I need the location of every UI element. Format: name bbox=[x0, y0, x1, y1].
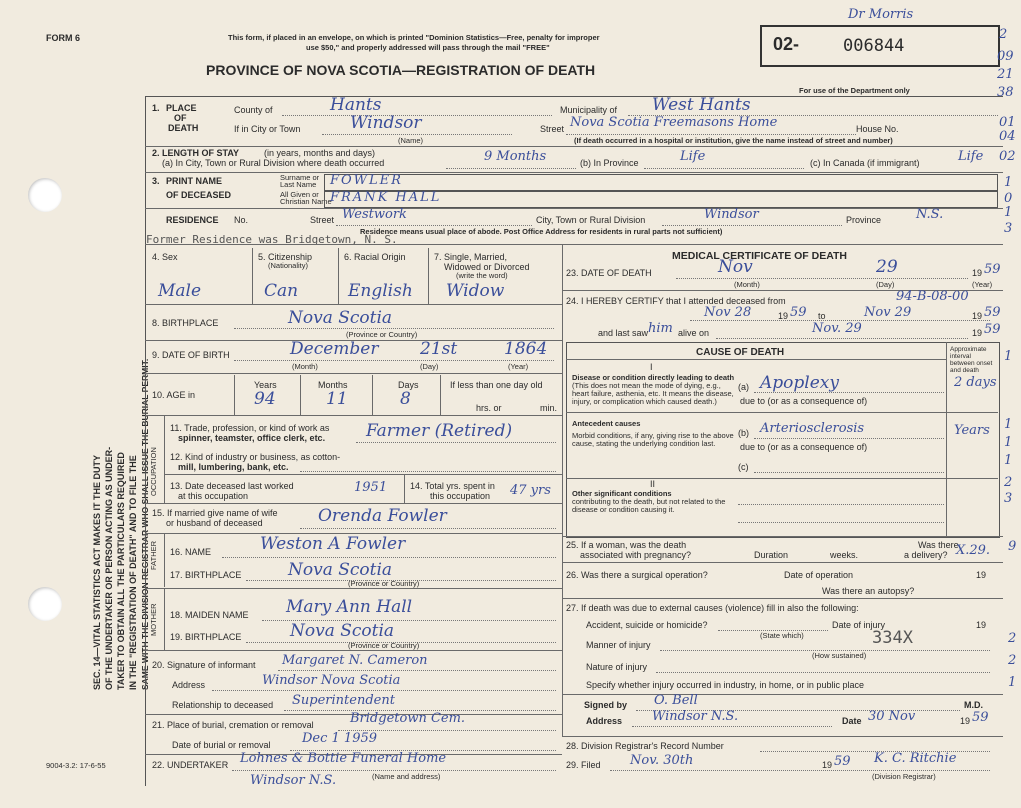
stay-a-line bbox=[446, 168, 576, 169]
delivery-label-2: a delivery? bbox=[904, 550, 948, 560]
age-days: 8 bbox=[400, 389, 411, 409]
department-use-label: For use of the Department only bbox=[799, 86, 910, 95]
specify-label: Specify whether injury occurred in industry, in home, or in public place bbox=[586, 680, 864, 690]
last-saw-year-prefix: 19 bbox=[972, 328, 983, 338]
rule bbox=[562, 562, 1003, 563]
birthplace-hint: (Province or Country) bbox=[346, 330, 418, 339]
min-label: min. bbox=[540, 403, 558, 413]
signer-address-line bbox=[632, 726, 832, 727]
rule bbox=[440, 375, 441, 415]
pregnancy-label: 25. If a woman, was the death bbox=[566, 540, 687, 550]
industry-label: 12. Kind of industry or business, as cotton- bbox=[170, 452, 341, 462]
registrar-signature: K. C. Ritchie bbox=[874, 751, 957, 766]
marital-label-3: (write the word) bbox=[456, 271, 508, 280]
stay-c-label: (c) In Canada (if immigrant) bbox=[810, 158, 920, 168]
binder-hole-top bbox=[28, 178, 62, 212]
duration-label: Duration bbox=[754, 550, 789, 560]
death-year-hint: (Year) bbox=[972, 280, 993, 289]
attended-from: Nov 28 bbox=[704, 305, 752, 320]
length-hint: (in years, months and days) bbox=[264, 148, 376, 158]
autopsy-label: Was there an autopsy? bbox=[822, 586, 915, 596]
certify-label: 24. I HEREBY CERTIFY that I attended deceased from bbox=[566, 296, 786, 306]
rule bbox=[164, 533, 165, 587]
age-months: 11 bbox=[326, 389, 348, 409]
duty-notice-1: SEC. 14—VITAL STATISTICS ACT MAKES IT THE DUTY bbox=[92, 454, 102, 690]
street-line bbox=[566, 134, 856, 135]
given-label-2: Christian Name bbox=[280, 197, 332, 206]
rule bbox=[562, 536, 1003, 537]
signed-date-value: 30 Nov bbox=[868, 709, 916, 724]
margin-code: 2 bbox=[999, 27, 1008, 42]
print-name-label: PRINT NAME bbox=[166, 176, 222, 186]
mother-birthplace-hint: (Province or Country) bbox=[348, 641, 420, 650]
due-to-label-2: due to (or as a consequence of) bbox=[740, 442, 868, 452]
accident-label: Accident, suicide or homicide? bbox=[586, 620, 708, 630]
signed-value: O. Bell bbox=[654, 693, 698, 708]
last-saw-year: 59 bbox=[984, 322, 1001, 337]
other-conditions-hint: contributing to the death, but not related to the disease or condition causing it. bbox=[572, 497, 726, 514]
death-day-hint: (Day) bbox=[876, 280, 895, 289]
industry-line bbox=[300, 471, 556, 472]
marital-value: Widow bbox=[446, 281, 505, 301]
age-label: 10. AGE in bbox=[152, 390, 196, 400]
rule bbox=[145, 172, 1003, 173]
rule bbox=[145, 650, 562, 651]
trade-line bbox=[356, 442, 556, 443]
md-label: M.D. bbox=[964, 700, 983, 710]
rule bbox=[145, 373, 562, 374]
dob-day: 21st bbox=[420, 339, 458, 359]
death-day: 29 bbox=[876, 257, 898, 277]
margin-code: 02 bbox=[999, 149, 1016, 164]
operation-date-label: Date of operation bbox=[784, 570, 854, 580]
father-birthplace-hint: (Province or Country) bbox=[348, 579, 420, 588]
racial-value: English bbox=[348, 281, 413, 301]
death-date-line bbox=[676, 278, 968, 279]
rule bbox=[428, 248, 429, 304]
cause-b-line bbox=[754, 438, 944, 439]
rule bbox=[164, 474, 562, 475]
dob-year: 1864 bbox=[504, 339, 548, 359]
part-i-label: I bbox=[650, 362, 653, 372]
rule bbox=[566, 478, 998, 479]
spouse-value: Orenda Fowler bbox=[318, 506, 447, 526]
house-no-label: House No. bbox=[856, 124, 899, 134]
residence-street-value: Westwork bbox=[342, 207, 407, 222]
burial-place-label: 21. Place of burial, cremation or removal bbox=[152, 720, 314, 730]
length-of-stay-label: 2. LENGTH OF STAY bbox=[152, 148, 240, 158]
burial-place-value: Bridgetown Cem. bbox=[350, 711, 466, 726]
surgical-label: 26. Was there a surgical operation? bbox=[566, 570, 708, 580]
signed-by-label: Signed by bbox=[584, 700, 628, 710]
delivery-label: Was there bbox=[918, 540, 959, 550]
hrs-label: hrs. or bbox=[476, 403, 502, 413]
total-years-label-2: this occupation bbox=[430, 491, 491, 501]
undertaker-label: 22. UNDERTAKER bbox=[152, 760, 229, 770]
racial-label: 6. Racial Origin bbox=[344, 252, 406, 262]
registration-prefix: 02- bbox=[773, 34, 800, 54]
stay-b-value: Life bbox=[680, 149, 706, 164]
maiden-name-label: 18. MAIDEN NAME bbox=[170, 610, 249, 620]
registration-number: 006844 bbox=[843, 36, 905, 56]
form-code: 9004-3.2: 17-6-55 bbox=[46, 761, 106, 770]
rule bbox=[252, 248, 253, 304]
margin-code: 01 bbox=[999, 115, 1016, 130]
from-year: 59 bbox=[790, 305, 807, 320]
rule bbox=[164, 415, 165, 503]
rule bbox=[404, 474, 405, 503]
rule bbox=[145, 503, 562, 504]
undertaker-value: Lohnes & Bottie Funeral Home bbox=[240, 751, 447, 766]
burial-date-label: Date of burial or removal bbox=[172, 740, 271, 750]
father-name-label: 16. NAME bbox=[170, 547, 212, 557]
county-label: County of bbox=[234, 105, 273, 115]
occupation-side-label: OCCUPATION bbox=[149, 447, 158, 496]
margin-code: 3 bbox=[1004, 491, 1013, 506]
institution-hint: (If death occurred in a hospital or institution, give the name instead of street and number) bbox=[574, 136, 893, 145]
margin-code: 1 bbox=[1004, 175, 1013, 190]
former-residence: Former Residence was Bridgetown, N. S. bbox=[146, 233, 398, 246]
relationship-value: Superintendent bbox=[292, 693, 395, 708]
section-1-number: 1. bbox=[152, 103, 160, 113]
death-month-hint: (Month) bbox=[734, 280, 760, 289]
city-value: Windsor bbox=[350, 113, 422, 133]
cause-c-line bbox=[754, 472, 944, 473]
margin-code: 9 bbox=[1008, 539, 1017, 554]
margin-code: 0 bbox=[1004, 191, 1013, 206]
undertaker-line bbox=[232, 770, 556, 771]
last-saw-label: and last saw bbox=[598, 328, 649, 338]
delivery-mark: X.29. bbox=[956, 543, 991, 558]
trade-value: Farmer (Retired) bbox=[366, 421, 513, 441]
years-label: Years bbox=[254, 380, 277, 390]
margin-code: 1 bbox=[1004, 435, 1013, 450]
margin-code: 04 bbox=[999, 129, 1016, 144]
rule bbox=[145, 244, 1003, 245]
of-deceased-label: OF DECEASED bbox=[166, 190, 232, 200]
citizenship-label: 5. Citizenship bbox=[258, 252, 313, 262]
margin-code: 1 bbox=[1004, 417, 1013, 432]
filed-line bbox=[610, 770, 990, 771]
rule bbox=[145, 415, 562, 416]
dob-month: December bbox=[290, 339, 379, 359]
trade-label-2: spinner, teamster, office clerk, etc. bbox=[178, 433, 326, 443]
informant-sig-line bbox=[278, 670, 556, 671]
birthplace-label: 8. BIRTHPLACE bbox=[152, 318, 219, 328]
last-worked-label: 13. Date deceased last worked bbox=[170, 481, 294, 491]
antecedent-hint: Morbid conditions, if any, giving rise to the above cause, stating the underlying condition last. bbox=[572, 431, 734, 448]
days-label: Days bbox=[398, 380, 419, 390]
immediate-hint: (This does not mean the mode of dying, e.g., heart failure, asthenia, etc. It means the disease, injury, or complication which caused death.) bbox=[572, 381, 734, 406]
informant-address-label: Address bbox=[172, 680, 206, 690]
stay-a-value: 9 Months bbox=[484, 149, 547, 164]
attended-to: Nov 29 bbox=[864, 305, 912, 320]
residence-label: RESIDENCE bbox=[166, 215, 219, 225]
informant-sig-label: 20. Signature of informant bbox=[152, 660, 256, 670]
form-title: PROVINCE OF NOVA SCOTIA—REGISTRATION OF DEATH bbox=[206, 62, 596, 78]
to-year: 59 bbox=[984, 305, 1001, 320]
duty-notice-3: TAKER TO OBTAIN ALL THE PARTICULARS REQUIRED bbox=[116, 452, 126, 690]
duty-notice-4: IN THE "REGISTRATION OF DEATH" AND TO FILE THE bbox=[128, 455, 138, 690]
part-ii-label: II bbox=[650, 479, 656, 489]
death-year-prefix: 19 bbox=[972, 268, 983, 278]
marital-label: 7. Single, Married, bbox=[434, 252, 508, 262]
cause-b-letter: (b) bbox=[738, 428, 749, 438]
corner-note: Dr Morris bbox=[848, 7, 914, 22]
informant-sig-value: Margaret N. Cameron bbox=[282, 653, 428, 668]
margin-code: 21 bbox=[997, 67, 1014, 82]
to-label: to bbox=[818, 311, 826, 321]
alive-on-label: alive on bbox=[678, 328, 710, 338]
dob-label: 9. DATE OF BIRTH bbox=[152, 350, 230, 360]
street-label: Street bbox=[540, 124, 565, 134]
undertaker-hint: (Name and address) bbox=[372, 772, 441, 781]
signed-date-label: Date bbox=[842, 716, 862, 726]
rule bbox=[566, 359, 946, 360]
residence-city-label: City, Town or Rural Division bbox=[536, 215, 646, 225]
burial-date-value: Dec 1 1959 bbox=[302, 731, 378, 746]
spouse-label-2: or husband of deceased bbox=[166, 518, 263, 528]
residence-province-label: Province bbox=[846, 215, 882, 225]
citizenship-hint: (Nationality) bbox=[268, 261, 309, 270]
rule bbox=[566, 412, 998, 413]
stay-a-label: (a) In City, Town or Rural Division where death occurred bbox=[162, 158, 385, 168]
operation-year-prefix: 19 bbox=[976, 570, 987, 580]
margin-code: 1 bbox=[1004, 205, 1013, 220]
stay-b-label: (b) In Province bbox=[580, 158, 639, 168]
form-number: FORM 6 bbox=[46, 33, 81, 43]
residence-hint: Residence means usual place of abode. Post Office Address for residents in rural parts not sufficient) bbox=[360, 227, 723, 236]
undertaker-address: Windsor N.S. bbox=[250, 773, 337, 788]
day-hint: (Day) bbox=[420, 362, 439, 371]
municipality-label: Municipality of bbox=[560, 105, 618, 115]
informant-address-line bbox=[212, 690, 556, 691]
stay-b-line bbox=[644, 168, 804, 169]
city-line bbox=[322, 134, 512, 135]
rule bbox=[234, 375, 235, 415]
mother-side-label: MOTHER bbox=[149, 603, 158, 636]
registrar-hint: (Division Registrar) bbox=[872, 772, 936, 781]
name-hint: (Name) bbox=[398, 136, 424, 145]
last-saw-line bbox=[716, 338, 968, 339]
death-year: 59 bbox=[984, 262, 1001, 277]
rule bbox=[164, 588, 165, 650]
birthplace-value: Nova Scotia bbox=[288, 308, 393, 328]
last-saw-date: Nov. 29 bbox=[812, 321, 862, 336]
filed-year-prefix: 19 bbox=[822, 760, 833, 770]
immediate-label: Disease or condition directly leading to death bbox=[572, 373, 735, 382]
municipality-value: West Hants bbox=[652, 95, 751, 115]
month-hint: (Month) bbox=[292, 362, 318, 371]
rule bbox=[338, 248, 339, 304]
residence-province-value: N.S. bbox=[916, 207, 944, 222]
county-value: Hants bbox=[330, 95, 382, 115]
margin-code: 2 bbox=[1008, 653, 1017, 668]
months-label: Months bbox=[318, 380, 348, 390]
mother-birthplace-label: 19. BIRTHPLACE bbox=[170, 632, 242, 642]
cause-b-interval: Years bbox=[954, 423, 990, 438]
other-line-2 bbox=[738, 522, 944, 523]
duty-notice-5: SAME WITH THE DIVISION REGISTRAR WHO SHALL ISSUE THE BURIAL PERMIT. bbox=[140, 358, 150, 690]
rule bbox=[562, 736, 1003, 737]
cause-b-value: Arteriosclerosis bbox=[760, 421, 865, 436]
less-than-day-label: If less than one day old bbox=[450, 380, 543, 390]
pregnancy-label-2: associated with pregnancy? bbox=[580, 550, 692, 560]
injury-year-prefix: 19 bbox=[976, 620, 987, 630]
cause-c-letter: (c) bbox=[738, 462, 749, 472]
from-year-prefix: 19 bbox=[778, 311, 789, 321]
industry-label-2: mill, lumbering, bank, etc. bbox=[178, 462, 289, 472]
place-label: PLACE bbox=[166, 103, 197, 113]
father-side-label: FATHER bbox=[149, 540, 158, 570]
cause-a-letter: (a) bbox=[738, 382, 749, 392]
external-causes-label: 27. If death was due to external causes (violence) fill in also the following: bbox=[566, 603, 859, 613]
filed-year: 59 bbox=[834, 754, 851, 769]
of-label: OF bbox=[174, 113, 187, 123]
year-hint: (Year) bbox=[508, 362, 529, 371]
medical-title: MEDICAL CERTIFICATE OF DEATH bbox=[672, 250, 847, 262]
sex-label: 4. Sex bbox=[152, 252, 178, 262]
interval-header: Approximate interval between onset and death bbox=[950, 346, 993, 374]
margin-code: 2 bbox=[1008, 631, 1017, 646]
mail-notice-2: use $50," and properly addressed will pass through the mail "FREE" bbox=[306, 43, 550, 52]
birthplace-line bbox=[234, 328, 554, 329]
state-which-hint: (State which) bbox=[760, 631, 804, 640]
record-number-label: 28. Division Registrar's Record Number bbox=[566, 741, 724, 751]
rule bbox=[300, 375, 301, 415]
stay-c-value: Life bbox=[958, 149, 984, 164]
father-birthplace-label: 17. BIRTHPLACE bbox=[170, 570, 242, 580]
last-worked-value: 1951 bbox=[354, 480, 388, 495]
maiden-name-value: Mary Ann Hall bbox=[286, 597, 413, 617]
total-years-value: 47 yrs bbox=[510, 483, 551, 498]
margin-code: 3 bbox=[1004, 221, 1013, 236]
surname-label-2: Last Name bbox=[280, 180, 317, 189]
date-of-death-label: 23. DATE OF DEATH bbox=[566, 268, 652, 278]
surname-value: FOWLER bbox=[330, 173, 403, 188]
residence-no-label: No. bbox=[234, 215, 249, 225]
filed-label: 29. Filed bbox=[566, 760, 601, 770]
death-label: DEATH bbox=[168, 123, 199, 133]
margin-code: 2 bbox=[1004, 475, 1013, 490]
last-worked-label-2: at this occupation bbox=[178, 491, 249, 501]
manner-stamp: 334X bbox=[872, 628, 913, 648]
margin-code: 38 bbox=[997, 85, 1014, 100]
nature-label: Nature of injury bbox=[586, 662, 648, 672]
cause-a-interval: 2 days bbox=[954, 375, 997, 390]
nature-line bbox=[656, 672, 990, 673]
certify-side-code: 94-B-08-00 bbox=[896, 289, 969, 304]
residence-city-line bbox=[662, 225, 842, 226]
marital-label-2: Widowed or Divorced bbox=[444, 262, 530, 272]
relationship-label: Relationship to deceased bbox=[172, 700, 274, 710]
margin-code: 1 bbox=[1004, 349, 1013, 364]
given-value: FRANK HALL bbox=[330, 190, 442, 205]
rule bbox=[562, 694, 1003, 695]
signer-address-value: Windsor N.S. bbox=[652, 709, 739, 724]
trade-label: 11. Trade, profession, or kind of work as bbox=[170, 423, 330, 433]
how-sustained-hint: (How sustained) bbox=[812, 651, 867, 660]
informant-address-value: Windsor Nova Scotia bbox=[262, 673, 401, 688]
father-name-value: Weston A Fowler bbox=[260, 534, 406, 554]
duty-notice-2: OF THE UNDERTAKER OR PERSON ACTING AS UNDER- bbox=[104, 446, 114, 690]
rule bbox=[562, 598, 1003, 599]
binder-hole-bottom bbox=[28, 587, 62, 621]
residence-street-line bbox=[336, 225, 532, 226]
margin-code: 09 bbox=[997, 49, 1014, 64]
column-divider bbox=[562, 244, 563, 736]
injury-date-label: Date of injury bbox=[832, 620, 886, 630]
residence-street-label: Street bbox=[310, 215, 335, 225]
residence-city-value: Windsor bbox=[704, 207, 759, 222]
father-name-line bbox=[222, 557, 556, 558]
dob-line bbox=[234, 360, 554, 361]
weeks-label: weeks. bbox=[830, 550, 859, 560]
other-conditions-label: Other significant conditions bbox=[572, 489, 672, 498]
cause-title: CAUSE OF DEATH bbox=[696, 347, 785, 358]
rule bbox=[946, 342, 947, 536]
manner-label: Manner of injury bbox=[586, 640, 651, 650]
to-year-prefix: 19 bbox=[972, 311, 983, 321]
father-birthplace-value: Nova Scotia bbox=[288, 560, 393, 580]
rule bbox=[145, 208, 1003, 209]
rule bbox=[145, 588, 562, 589]
cause-a-value: Apoplexy bbox=[760, 373, 839, 393]
margin-code: 1 bbox=[1008, 675, 1017, 690]
antecedent-label: Antecedent causes bbox=[572, 419, 641, 428]
rule bbox=[145, 304, 562, 305]
signed-year-prefix: 19 bbox=[960, 716, 971, 726]
rule bbox=[372, 375, 373, 415]
street-value: Nova Scotia Freemasons Home bbox=[570, 115, 778, 130]
margin-code: 1 bbox=[1004, 453, 1013, 468]
surname-label: Surname or bbox=[280, 173, 320, 182]
filed-date: Nov. 30th bbox=[630, 753, 694, 768]
signed-year: 59 bbox=[972, 710, 989, 725]
due-to-label-1: due to (or as a consequence of) bbox=[740, 396, 868, 406]
citizenship-value: Can bbox=[264, 281, 299, 301]
last-saw-alive: him bbox=[648, 321, 673, 336]
section-3-number: 3. bbox=[152, 176, 160, 186]
mail-notice-1: This form, if placed in an envelope, on which is printed "Dominion Statistics—Free, penalty for improper bbox=[228, 33, 600, 42]
form-left-border bbox=[145, 96, 146, 786]
rule bbox=[145, 146, 1003, 147]
sex-value: Male bbox=[158, 281, 202, 301]
form-top-border bbox=[145, 96, 1003, 97]
age-years: 94 bbox=[254, 389, 276, 409]
spouse-line bbox=[300, 528, 556, 529]
city-label: If in City or Town bbox=[234, 124, 301, 134]
surname-box bbox=[324, 174, 998, 191]
other-line-1 bbox=[738, 504, 944, 505]
signer-address-label: Address bbox=[586, 716, 623, 726]
given-label: All Given or bbox=[280, 190, 319, 199]
spouse-label: 15. If married give name of wife bbox=[152, 508, 278, 518]
death-month: Nov bbox=[718, 257, 753, 277]
total-years-label: 14. Total yrs. spent in bbox=[410, 481, 495, 491]
mother-birthplace-value: Nova Scotia bbox=[290, 621, 395, 641]
